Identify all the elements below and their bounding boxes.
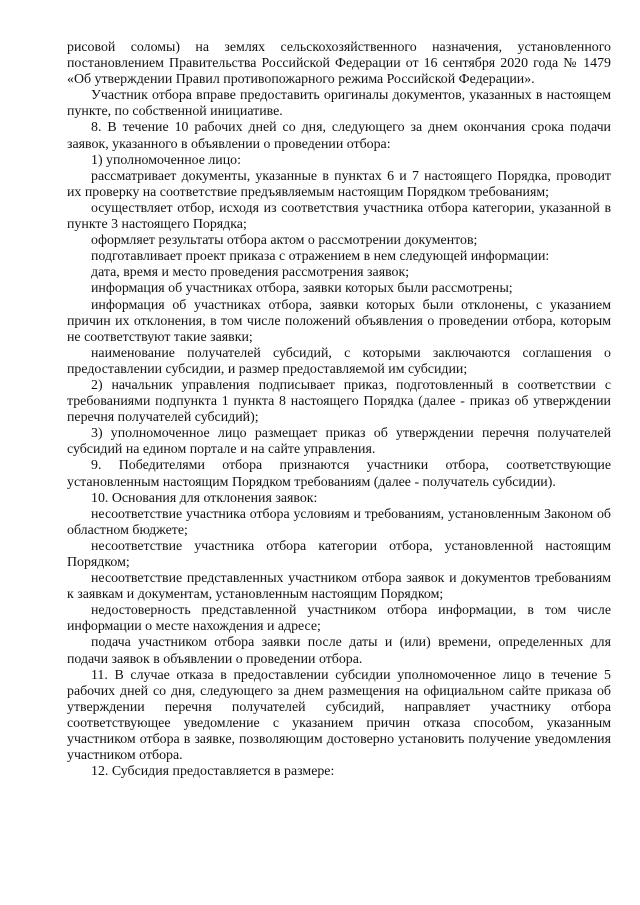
paragraph: рисовой соломы) на землях сельскохозяйственного назначения, установленного постановлением Правительства Российской Федерации от 16 сентября 2020 года № 1479 «Об утверждении Правил противопожарного режима Российской Федерации». bbox=[67, 40, 611, 88]
paragraph: Участник отбора вправе предоставить оригиналы документов, указанных в настоящем пункте, по собственной инициативе. bbox=[67, 88, 611, 120]
paragraph: несоответствие представленных участником отбора заявок и документов требованиям к заявкам и документам, установленным настоящим Порядком; bbox=[67, 571, 611, 603]
paragraph: несоответствие участника отбора категории отбора, установленной настоящим Порядком; bbox=[67, 538, 611, 570]
paragraph: подготавливает проект приказа с отражением в нем следующей информации: bbox=[91, 249, 550, 265]
paragraph: несоответствие участника отбора условиям и требованиям, установленным Законом об областном бюджете; bbox=[67, 506, 611, 538]
paragraph: рассматривает документы, указанные в пунктах 6 и 7 настоящего Порядка, проводит их проверку на соответствие предъявляемым настоящим Порядком требованиям; bbox=[67, 168, 611, 200]
paragraph: 3) уполномоченное лицо размещает приказ об утверждении перечня получателей субсидий на едином портале и на сайте управления. bbox=[67, 426, 611, 458]
paragraph: наименование получателей субсидий, с которыми заключаются соглашения о предоставлении субсидии, и размер предоставляемой им субсидии; bbox=[67, 345, 611, 377]
paragraph: 11. В случае отказа в предоставлении субсидии уполномоченное лицо в течение 5 рабочих дней со дня, следующего за днем размещения на официальном сайте приказа об утверждении перечня получателей субсидий, направляет участнику отбора соответствующее уведомление с указанием причин отказа способом, указанным участником отбора в заявке, позволяющим достоверно установить получение уведомления участником отбора. bbox=[67, 667, 611, 764]
paragraph: информация об участниках отбора, заявки которых были рассмотрены; bbox=[91, 281, 513, 297]
paragraph: 9. Победителями отбора признаются участники отбора, соответствующие установленным настоящим Порядком требованиям (далее - получатель субсидии). bbox=[67, 458, 611, 490]
paragraph: информация об участниках отбора, заявки которых были отклонены, с указанием причин их отклонения, в том числе положений объявления о проведении отбора, которым не соответствуют такие заявки; bbox=[67, 297, 611, 345]
paragraph: 1) уполномоченное лицо: bbox=[91, 152, 241, 168]
paragraph: 8. В течение 10 рабочих дней со дня, следующего за днем окончания срока подачи заявок, указанного в объявлении о проведении отбора: bbox=[67, 120, 611, 152]
paragraph: 10. Основания для отклонения заявок: bbox=[91, 490, 318, 506]
paragraph: подача участником отбора заявки после даты и (или) времени, определенных для подачи заявок в объявлении о проведении отбора. bbox=[67, 635, 611, 667]
paragraph: дата, время и место проведения рассмотрения заявок; bbox=[91, 265, 410, 281]
paragraph: 12. Субсидия предоставляется в размере: bbox=[91, 764, 335, 780]
paragraph: оформляет результаты отбора актом о рассмотрении документов; bbox=[91, 233, 478, 249]
paragraph: 2) начальник управления подписывает приказ, подготовленный в соответствии с требованиями подпункта 1 пункта 8 настоящего Порядка (далее - приказ об утверждении перечня получателей субсидий); bbox=[67, 377, 611, 426]
paragraph: осуществляет отбор, исходя из соответствия участника отбора категории, указанной в пункте 3 настоящего Порядка; bbox=[67, 200, 611, 233]
paragraph: недостоверность представленной участником отбора информации, в том числе информации о месте нахождения и адресе; bbox=[67, 603, 611, 635]
